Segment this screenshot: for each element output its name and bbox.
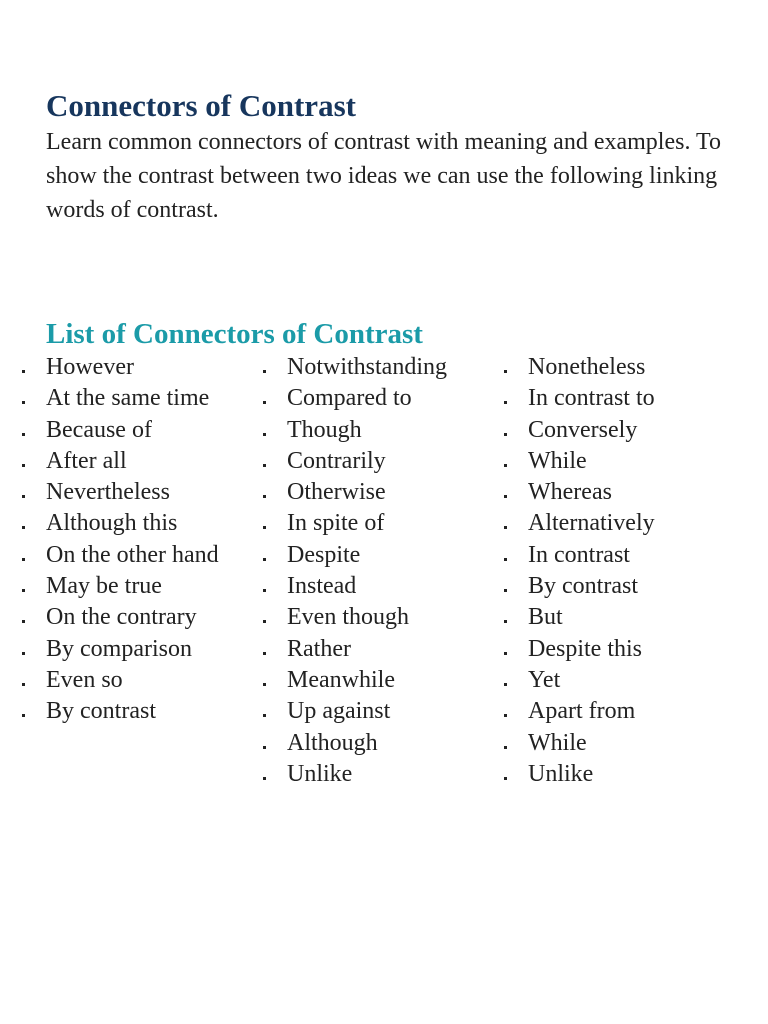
list-item: While — [502, 446, 748, 477]
list-item: By comparison — [20, 634, 252, 665]
list-item: Up against — [261, 696, 497, 727]
list-item: Whereas — [502, 477, 748, 508]
connectors-column-1 — [20, 352, 252, 728]
list-item: While — [502, 728, 748, 759]
list-item: Although this — [20, 508, 252, 539]
list-item: Otherwise — [261, 477, 497, 508]
list-item: Conversely — [502, 415, 748, 446]
list-item: At the same time — [20, 383, 252, 414]
list-item: Nevertheless — [20, 477, 252, 508]
list-item: By contrast — [502, 571, 748, 602]
list-item: In contrast to — [502, 383, 748, 414]
list-item: On the contrary — [20, 602, 252, 633]
list-item: Unlike — [261, 759, 497, 790]
list-item: In contrast — [502, 540, 748, 571]
list-item: After all — [20, 446, 252, 477]
list-item: On the other hand — [20, 540, 252, 571]
list-item: Yet — [502, 665, 748, 696]
list-item: By contrast — [20, 696, 252, 727]
list-item: In spite of — [261, 508, 497, 539]
list-item: Meanwhile — [261, 665, 497, 696]
list-item: Nonetheless — [502, 352, 748, 383]
list-item: Alternatively — [502, 508, 748, 539]
list-item: Rather — [261, 634, 497, 665]
connectors-column-2 — [261, 352, 497, 790]
list-item: Because of — [20, 415, 252, 446]
list-item: Even so — [20, 665, 252, 696]
list-item: Though — [261, 415, 497, 446]
list-item: Despite this — [502, 634, 748, 665]
list-item: Notwithstanding — [261, 352, 497, 383]
list-item: However — [20, 352, 252, 383]
intro-paragraph: Learn common connectors of contrast with meaning and examples. To show the contrast between two ideas we can use the following linking words of contrast. — [46, 129, 722, 223]
list-item: Even though — [261, 602, 497, 633]
list-item: Compared to — [261, 383, 497, 414]
list-item: Contrarily — [261, 446, 497, 477]
connectors-column-3 — [502, 352, 748, 790]
list-item: Instead — [261, 571, 497, 602]
list-item: May be true — [20, 571, 252, 602]
list-item: But — [502, 602, 748, 633]
list-item: Apart from — [502, 696, 748, 727]
list-title: List of Connectors of Contrast — [46, 318, 423, 350]
list-item: Unlike — [502, 759, 748, 790]
list-item: Although — [261, 728, 497, 759]
list-item: Despite — [261, 540, 497, 571]
page-title: Connectors of Contrast — [46, 88, 356, 123]
